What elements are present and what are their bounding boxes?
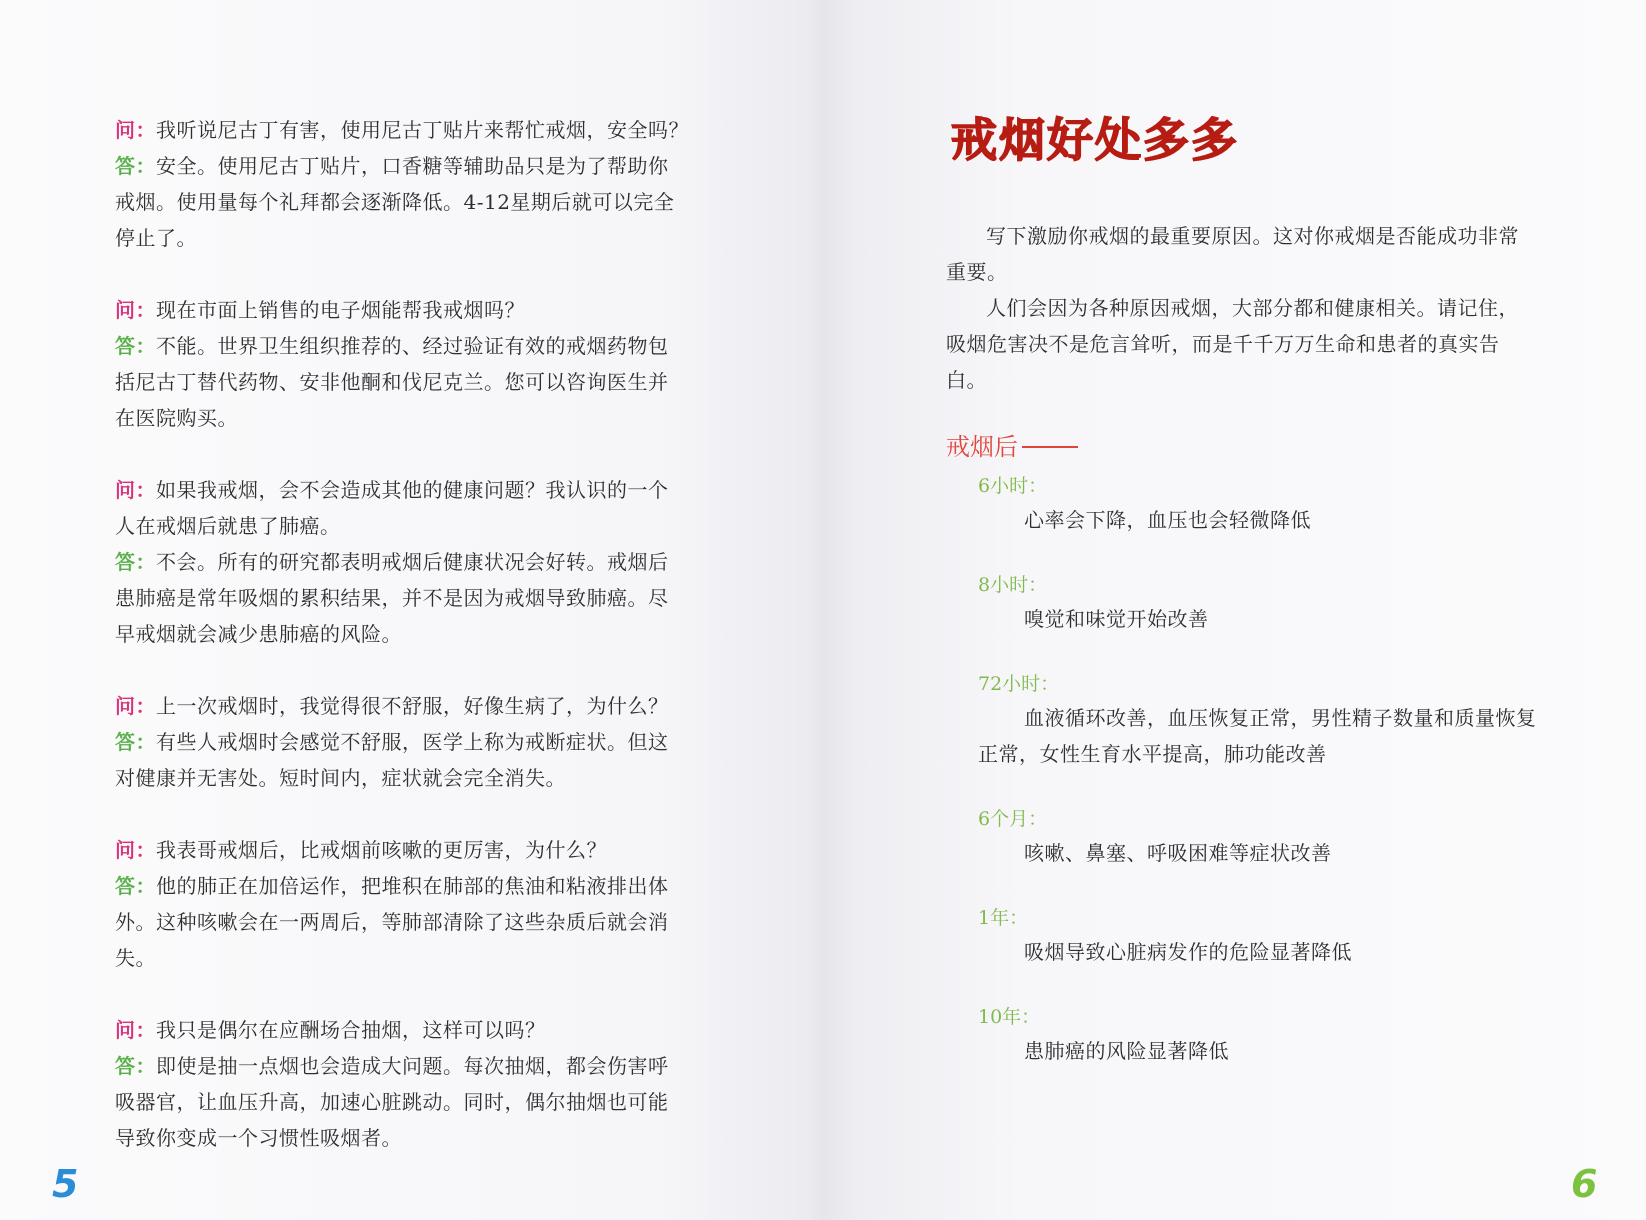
timeline-item <box>978 470 1538 538</box>
timeline-text: 心率会下降，血压也会轻微降低 <box>1024 508 1311 532</box>
page-number-left: 5 <box>52 1162 79 1206</box>
qa-block <box>115 292 715 436</box>
answer-line <box>115 148 715 184</box>
answer-line <box>115 328 715 364</box>
question-line <box>115 508 715 544</box>
question-tag: 问： <box>115 694 156 718</box>
answer-line <box>115 364 715 400</box>
question-tag: 问： <box>115 1018 156 1042</box>
question-text: 我只是偶尔在应酬场合抽烟，这样可以吗？ <box>156 1018 546 1042</box>
question-line <box>115 112 715 148</box>
timeline-text: 血液循环改善，血压恢复正常，男性精子数量和质量恢复正常，女性生育水平提高，肺功能改善 <box>978 706 1537 766</box>
right-page <box>823 0 1646 1220</box>
answer-text: 外。这种咳嗽会在一两周后，等肺部清除了这些杂质后就会消 <box>115 910 669 934</box>
answer-line <box>115 1048 715 1084</box>
intro-paragraph: 人们会因为各种原因戒烟，大部分都和健康相关。请记住，吸烟危害决不是危言耸听，而是千千万万生命和患者的真实告白。 <box>946 296 1519 392</box>
page-title: 戒烟好处多多 <box>951 113 1239 167</box>
timeline-label: 8小时： <box>978 574 1048 596</box>
benefit-timeline <box>978 470 1538 1100</box>
question-text: 我表哥戒烟后，比戒烟前咳嗽的更厉害，为什么？ <box>156 838 607 862</box>
question-tag: 问： <box>115 478 156 502</box>
qa-list <box>115 112 715 1192</box>
timeline-item <box>978 803 1538 871</box>
answer-text: 在医院购买。 <box>115 406 238 430</box>
answer-line <box>115 616 715 652</box>
answer-text: 有些人戒烟时会感觉不舒服，医学上称为戒断症状。但这 <box>156 730 669 754</box>
answer-text: 早戒烟就会减少患肺癌的风险。 <box>115 622 402 646</box>
answer-line <box>115 1120 715 1156</box>
question-line <box>115 472 715 508</box>
answer-text: 对健康并无害处。短时间内，症状就会完全消失。 <box>115 766 566 790</box>
question-text: 现在市面上销售的电子烟能帮我戒烟吗？ <box>156 298 525 322</box>
page-number-right: 6 <box>1571 1162 1598 1206</box>
question-text: 上一次戒烟时，我觉得很不舒服，好像生病了，为什么？ <box>156 694 669 718</box>
after-quitting-heading <box>946 430 1078 464</box>
question-line <box>115 688 715 724</box>
heading-dash-line <box>1022 446 1078 448</box>
answer-text: 他的肺正在加倍运作，把堆积在肺部的焦油和粘液排出体 <box>156 874 669 898</box>
qa-block <box>115 832 715 976</box>
answer-line <box>115 544 715 580</box>
answer-line <box>115 868 715 904</box>
question-text: 如果我戒烟，会不会造成其他的健康问题？我认识的一个 <box>156 478 669 502</box>
qa-block <box>115 688 715 796</box>
timeline-label: 6小时： <box>978 475 1048 497</box>
timeline-text: 嗅觉和味觉开始改善 <box>1024 607 1209 631</box>
question-tag: 问： <box>115 118 156 142</box>
timeline-item <box>978 569 1538 637</box>
timeline-label: 1年： <box>978 907 1029 929</box>
answer-line <box>115 940 715 976</box>
answer-line <box>115 760 715 796</box>
question-line <box>115 1012 715 1048</box>
answer-tag: 答： <box>115 874 156 898</box>
answer-tag: 答： <box>115 1054 156 1078</box>
answer-tag: 答： <box>115 730 156 754</box>
question-text: 人在戒烟后就患了肺癌。 <box>115 514 341 538</box>
answer-text: 吸器官，让血压升高，加速心脏跳动。同时，偶尔抽烟也可能 <box>115 1090 669 1114</box>
answer-line <box>115 1084 715 1120</box>
qa-block <box>115 1012 715 1156</box>
timeline-text: 咳嗽、鼻塞、呼吸困难等症状改善 <box>1024 841 1332 865</box>
qa-block <box>115 112 715 256</box>
question-line <box>115 832 715 868</box>
answer-line <box>115 220 715 256</box>
question-tag: 问： <box>115 838 156 862</box>
answer-text: 失。 <box>115 946 156 970</box>
answer-text: 戒烟。使用量每个礼拜都会逐渐降低。4-12星期后就可以完全 <box>115 190 675 214</box>
answer-line <box>115 580 715 616</box>
answer-text: 安全。使用尼古丁贴片，口香糖等辅助品只是为了帮助你 <box>156 154 669 178</box>
intro-paragraph: 写下激励你戒烟的最重要原因。这对你戒烟是否能成功非常重要。 <box>946 224 1519 284</box>
answer-text: 不会。所有的研究都表明戒烟后健康状况会好转。戒烟后 <box>156 550 669 574</box>
answer-text: 患肺癌是常年吸烟的累积结果，并不是因为戒烟导致肺癌。尽 <box>115 586 669 610</box>
answer-line <box>115 724 715 760</box>
answer-text: 停止了。 <box>115 226 197 250</box>
timeline-item <box>978 902 1538 970</box>
question-line <box>115 292 715 328</box>
answer-tag: 答： <box>115 550 156 574</box>
answer-text: 不能。世界卫生组织推荐的、经过验证有效的戒烟药物包 <box>156 334 669 358</box>
timeline-label: 10年： <box>978 1006 1041 1028</box>
answer-text: 括尼古丁替代药物、安非他酮和伐尼克兰。您可以咨询医生并 <box>115 370 669 394</box>
answer-text: 导致你变成一个习惯性吸烟者。 <box>115 1126 402 1150</box>
timeline-label: 6个月： <box>978 808 1048 830</box>
answer-tag: 答： <box>115 334 156 358</box>
timeline-text: 吸烟导致心脏病发作的危险显著降低 <box>1024 940 1352 964</box>
timeline-text: 患肺癌的风险显著降低 <box>1024 1039 1229 1063</box>
answer-tag: 答： <box>115 154 156 178</box>
qa-block <box>115 472 715 652</box>
answer-text: 即使是抽一点烟也会造成大问题。每次抽烟，都会伤害呼 <box>156 1054 669 1078</box>
intro-text <box>946 218 1536 398</box>
timeline-label: 72小时： <box>978 673 1060 695</box>
timeline-item <box>978 1001 1538 1069</box>
question-text: 我听说尼古丁有害，使用尼古丁贴片来帮忙戒烟，安全吗？ <box>156 118 689 142</box>
answer-line <box>115 184 715 220</box>
after-quitting-label: 戒烟后 <box>946 433 1018 461</box>
answer-line <box>115 400 715 436</box>
question-tag: 问： <box>115 298 156 322</box>
answer-line <box>115 904 715 940</box>
timeline-item <box>978 668 1538 772</box>
